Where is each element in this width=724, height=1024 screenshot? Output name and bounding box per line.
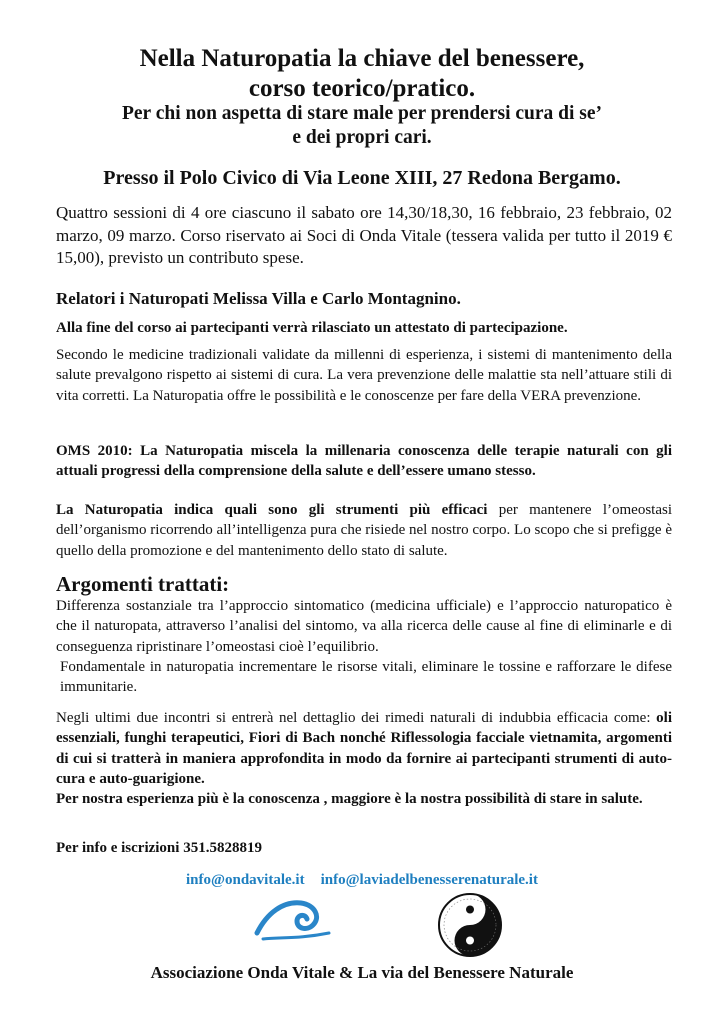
email-link-benessere[interactable]: info@laviadelbenesserenaturale.it [320,872,538,888]
prevention-paragraph: Secondo le medicine tradizionali validate da millenni di esperienza, i sistemi di mantenimento della salute prevalgono rispetto ai sistemi di cura. La vera prevenzione delle malattie sta nell’attuare stili di vita corretti. La Naturopatia offre le possibilità e le conoscenze per fare della VERA prevenzione. [56,347,672,404]
title-line-2: corso teorico/pratico. [248,75,476,102]
last-meetings-paragraph [56,708,672,809]
subtitle-line-2: e dei propri cari. [292,127,432,148]
email-row [0,870,724,890]
main-title [0,44,724,104]
naturopathy-body: per mantenere l’omeostasi dell’organismo ricorrendo all’intelligenza pura che risiede nel nostro corpo. Lo scopo che si prefigge è quello della promozione e del mantenimento dello stato di salute. [56,502,672,559]
last-meetings-intro: Negli ultimi due incontri si entrerà nel dettaglio dei rimedi naturali di indubbia efficacia come: [56,710,657,726]
last-meetings-text [56,708,672,789]
info-phone-line: Per info e iscrizioni 351.5828819 [56,840,262,856]
speakers-line: Relatori i Naturopati Melissa Villa e Carlo Montagnino. [56,289,461,308]
location-heading: Presso il Polo Civico di Via Leone XIII, 27 Redona Bergamo. [103,167,621,189]
topics-heading: Argomenti trattati: [56,572,230,596]
certificate-line: Alla fine del corso ai partecipanti verrà rilasciato un attestato di partecipazione. [56,320,568,336]
topics-text-1: Differenza sostanziale tra l’approccio sintomatico (medicina ufficiale) e l’approccio naturopatico è che il naturopata, attraverso l’analisi del sintomo, va alla ricerca delle cause al fine di eliminarle e di conseguenza ripristinare l’omeostasi cioè l’equilibrio. [56,598,672,655]
footer-association: Associazione Onda Vitale & La via del Benessere Naturale [150,963,574,982]
subtitle [0,102,724,150]
oms-paragraph: OMS 2010: La Naturopatia miscela la millenaria conoscenza delle terapie naturali con gli attuali progressi della comprensione della salute e dell’essere umano stesso. [56,443,672,479]
closing-statement: Per nostra esperienza più è la conoscenza , maggiore è la nostra possibilità di stare in salute. [56,791,643,808]
sessions-paragraph: Quattro sessioni di 4 ore ciascuno il sabato ore 14,30/18,30, 16 febbraio, 23 febbraio, 02 marzo, 09 marzo. Corso riservato ai Soci di Onda Vitale (tessera valida per tutto il 2019 € 15,00), previsto un contributo spese. [56,203,672,267]
wave-icon [253,893,333,943]
naturopathy-paragraph [56,500,672,561]
remedies-list: oli essenziali, funghi terapeutici, Fiori di Bach nonché Riflessologia facciale vietnamita, argomenti di cui si tratterà in maniera approfondita in modo da fornire ai partecipanti strumenti di auto-cura e auto-guarigione. [56,710,672,787]
yin-yang-icon [437,892,503,958]
naturopathy-lead: La Naturopatia indica quali sono gli strumenti più efficaci [56,502,488,518]
topics-text-2: Fondamentale in naturopatia incrementare le risorse vitali, eliminare le tossine e rafforzare le difese immunitarie. [60,658,672,696]
title-line-1: Nella Naturopatia la chiave del benessere, [139,45,585,72]
email-link-ondavitale[interactable]: info@ondavitale.it [186,872,305,888]
topics-paragraph [56,596,672,697]
subtitle-line-1: Per chi non aspetta di stare male per prendersi cura di se’ [121,103,603,124]
